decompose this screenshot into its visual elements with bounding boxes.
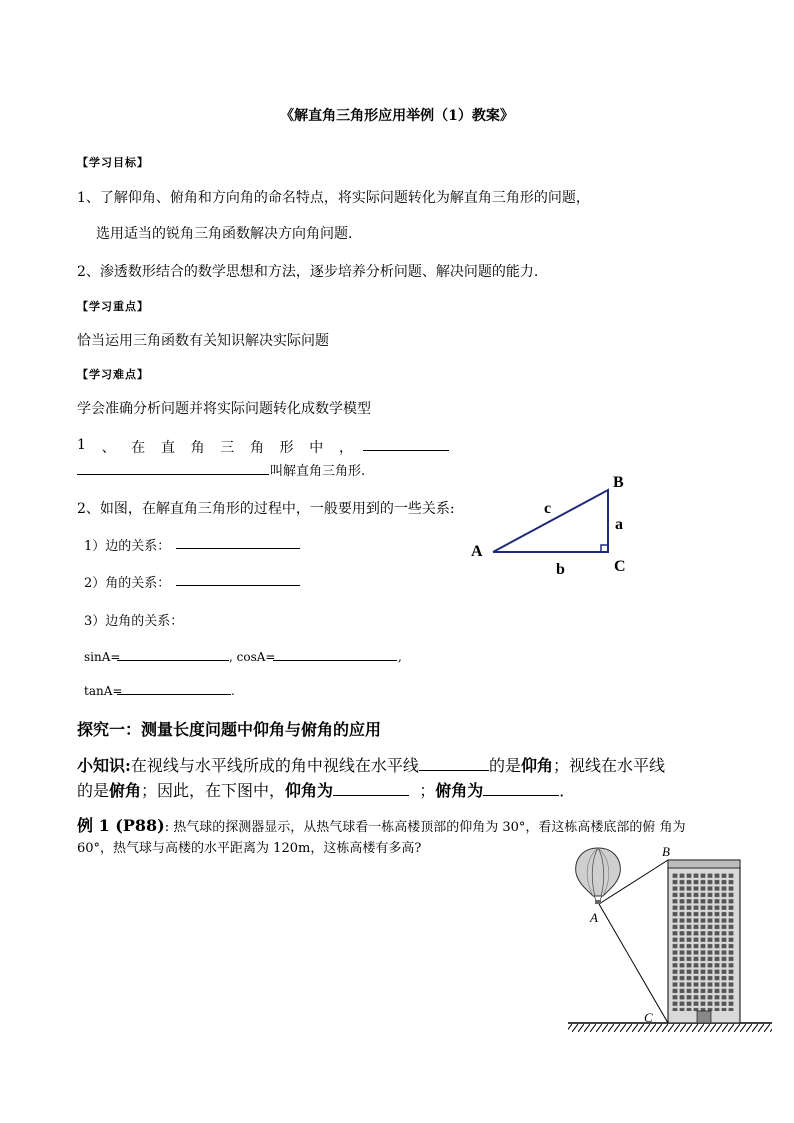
sin-blank[interactable] bbox=[117, 646, 229, 661]
final-period: ． bbox=[559, 781, 576, 800]
vertex-label-c: C bbox=[614, 558, 626, 575]
difficulties-heading: 【学习难点】 bbox=[77, 368, 149, 381]
knowledge-text-2a: 的是 bbox=[77, 781, 110, 800]
knowledge-text-1b: 的是 bbox=[488, 756, 521, 775]
knowledge-blank-1[interactable] bbox=[419, 756, 489, 771]
cos-end-comma: , bbox=[398, 650, 402, 664]
objective-1: 1、了解仰角、俯角和方向角的命名特点，将实际问题转化为解直角三角形的问题， bbox=[77, 190, 590, 206]
elevation-angle-term: 仰角 bbox=[520, 756, 553, 775]
page-title: 《解直角三角形应用举例（1）教案》 bbox=[280, 108, 514, 124]
vertex-label-b: B bbox=[613, 474, 624, 491]
q1-char: 直 bbox=[160, 440, 175, 456]
balloon-building-figure bbox=[560, 840, 780, 1040]
key-points-text: 恰当运用三角函数有关知识解决实际问题 bbox=[77, 333, 329, 349]
building-door bbox=[697, 1011, 711, 1023]
building-roof bbox=[668, 860, 740, 868]
example-1-line-1 bbox=[77, 813, 686, 836]
figure-label-a: A bbox=[590, 910, 598, 925]
knowledge-label: 小知识: bbox=[77, 756, 131, 775]
side-label-b: b bbox=[556, 561, 565, 578]
depression-is-label: 俯角为 bbox=[435, 781, 484, 800]
side-label-c: c bbox=[544, 500, 552, 517]
objective-2: 2、渗透数形结合的数学思想和方法，逐步培养分析问题、解决问题的能力. bbox=[77, 264, 539, 280]
objectives-heading: 【学习目标】 bbox=[77, 156, 149, 169]
key-points-heading: 【学习重点】 bbox=[77, 300, 149, 313]
knowledge-text-1a: 在视线与水平线所成的角中视线在水平线 bbox=[130, 756, 419, 775]
q1-suffix: 叫解直角三角形. bbox=[270, 464, 366, 479]
knowledge-text-1c: ；视线在水平线 bbox=[552, 756, 665, 775]
depression-angle-term: 俯角 bbox=[109, 781, 142, 800]
knowledge-text-2b: ；因此，在下图中， bbox=[141, 781, 286, 800]
q1-char: 1 bbox=[77, 437, 86, 453]
side-relation-label: 1）边的关系： bbox=[84, 539, 171, 554]
building-windows bbox=[672, 873, 735, 1011]
objective-1-continued: 选用适当的锐角三角函数解决方向角问题． bbox=[96, 226, 362, 242]
tan-end-period: . bbox=[231, 684, 235, 698]
example-colon: : bbox=[164, 820, 170, 835]
q1-blank-1[interactable] bbox=[363, 435, 449, 451]
q1-char: ， bbox=[338, 440, 353, 456]
angle-relation-blank[interactable] bbox=[176, 570, 300, 586]
q1-blank-2[interactable] bbox=[77, 459, 269, 475]
tan-blank[interactable] bbox=[117, 680, 231, 695]
vertex-label-a: A bbox=[471, 543, 483, 560]
q1-char: 形 bbox=[279, 440, 294, 456]
q1-char: 在 bbox=[131, 440, 146, 456]
knowledge-line-2 bbox=[77, 778, 575, 801]
angle-relation-label: 2）角的关系： bbox=[84, 576, 171, 591]
example-1-line-2: 60°，热气球与高楼的水平距离为 120m，这栋高楼有多高? bbox=[77, 841, 422, 856]
q1-char: 中 bbox=[309, 440, 324, 456]
semicolon: ； bbox=[419, 781, 436, 800]
sight-line-ac bbox=[599, 904, 668, 1023]
elevation-blank[interactable] bbox=[333, 781, 409, 796]
elevation-is-label: 仰角为 bbox=[285, 781, 334, 800]
hot-air-balloon bbox=[576, 848, 621, 904]
q1-char: 三 bbox=[220, 440, 235, 456]
knowledge-line-1 bbox=[77, 753, 665, 776]
depression-blank[interactable] bbox=[483, 781, 559, 796]
figure-label-c: C bbox=[644, 1010, 653, 1025]
q1-char: 、 bbox=[101, 440, 116, 456]
question-1-stem bbox=[77, 437, 353, 457]
cos-blank[interactable] bbox=[273, 646, 397, 661]
right-triangle-diagram bbox=[460, 470, 640, 580]
difficulties-text: 学会准确分析问题并将实际问题转化成数学模型 bbox=[77, 401, 371, 417]
cos-label: , cosA= bbox=[229, 650, 276, 664]
example-label: 例 1 (P88) bbox=[77, 816, 165, 835]
sin-label: sinA= bbox=[84, 650, 121, 664]
example-text-1: 热气球的探测器显示，从热气球看一栋高楼顶部的仰角为 30°，看这栋高楼底部的俯 角为 bbox=[173, 820, 686, 835]
explore-heading: 探究一：测量长度问题中仰角与俯角的应用 bbox=[77, 720, 382, 739]
q1-char: 角 bbox=[190, 440, 205, 456]
question-2-stem: 2、如图，在解直角三角形的过程中，一般要用到的一些关系: bbox=[77, 501, 455, 517]
q1-char: 角 bbox=[249, 440, 264, 456]
figure-label-b: B bbox=[662, 844, 670, 859]
ground-hatching bbox=[568, 1024, 772, 1032]
side-label-a: a bbox=[615, 516, 623, 533]
side-angle-relation-label: 3）边角的关系： bbox=[84, 614, 184, 629]
tan-label: tanA= bbox=[84, 684, 123, 698]
right-angle-mark bbox=[601, 545, 608, 552]
side-relation-blank[interactable] bbox=[176, 533, 300, 549]
